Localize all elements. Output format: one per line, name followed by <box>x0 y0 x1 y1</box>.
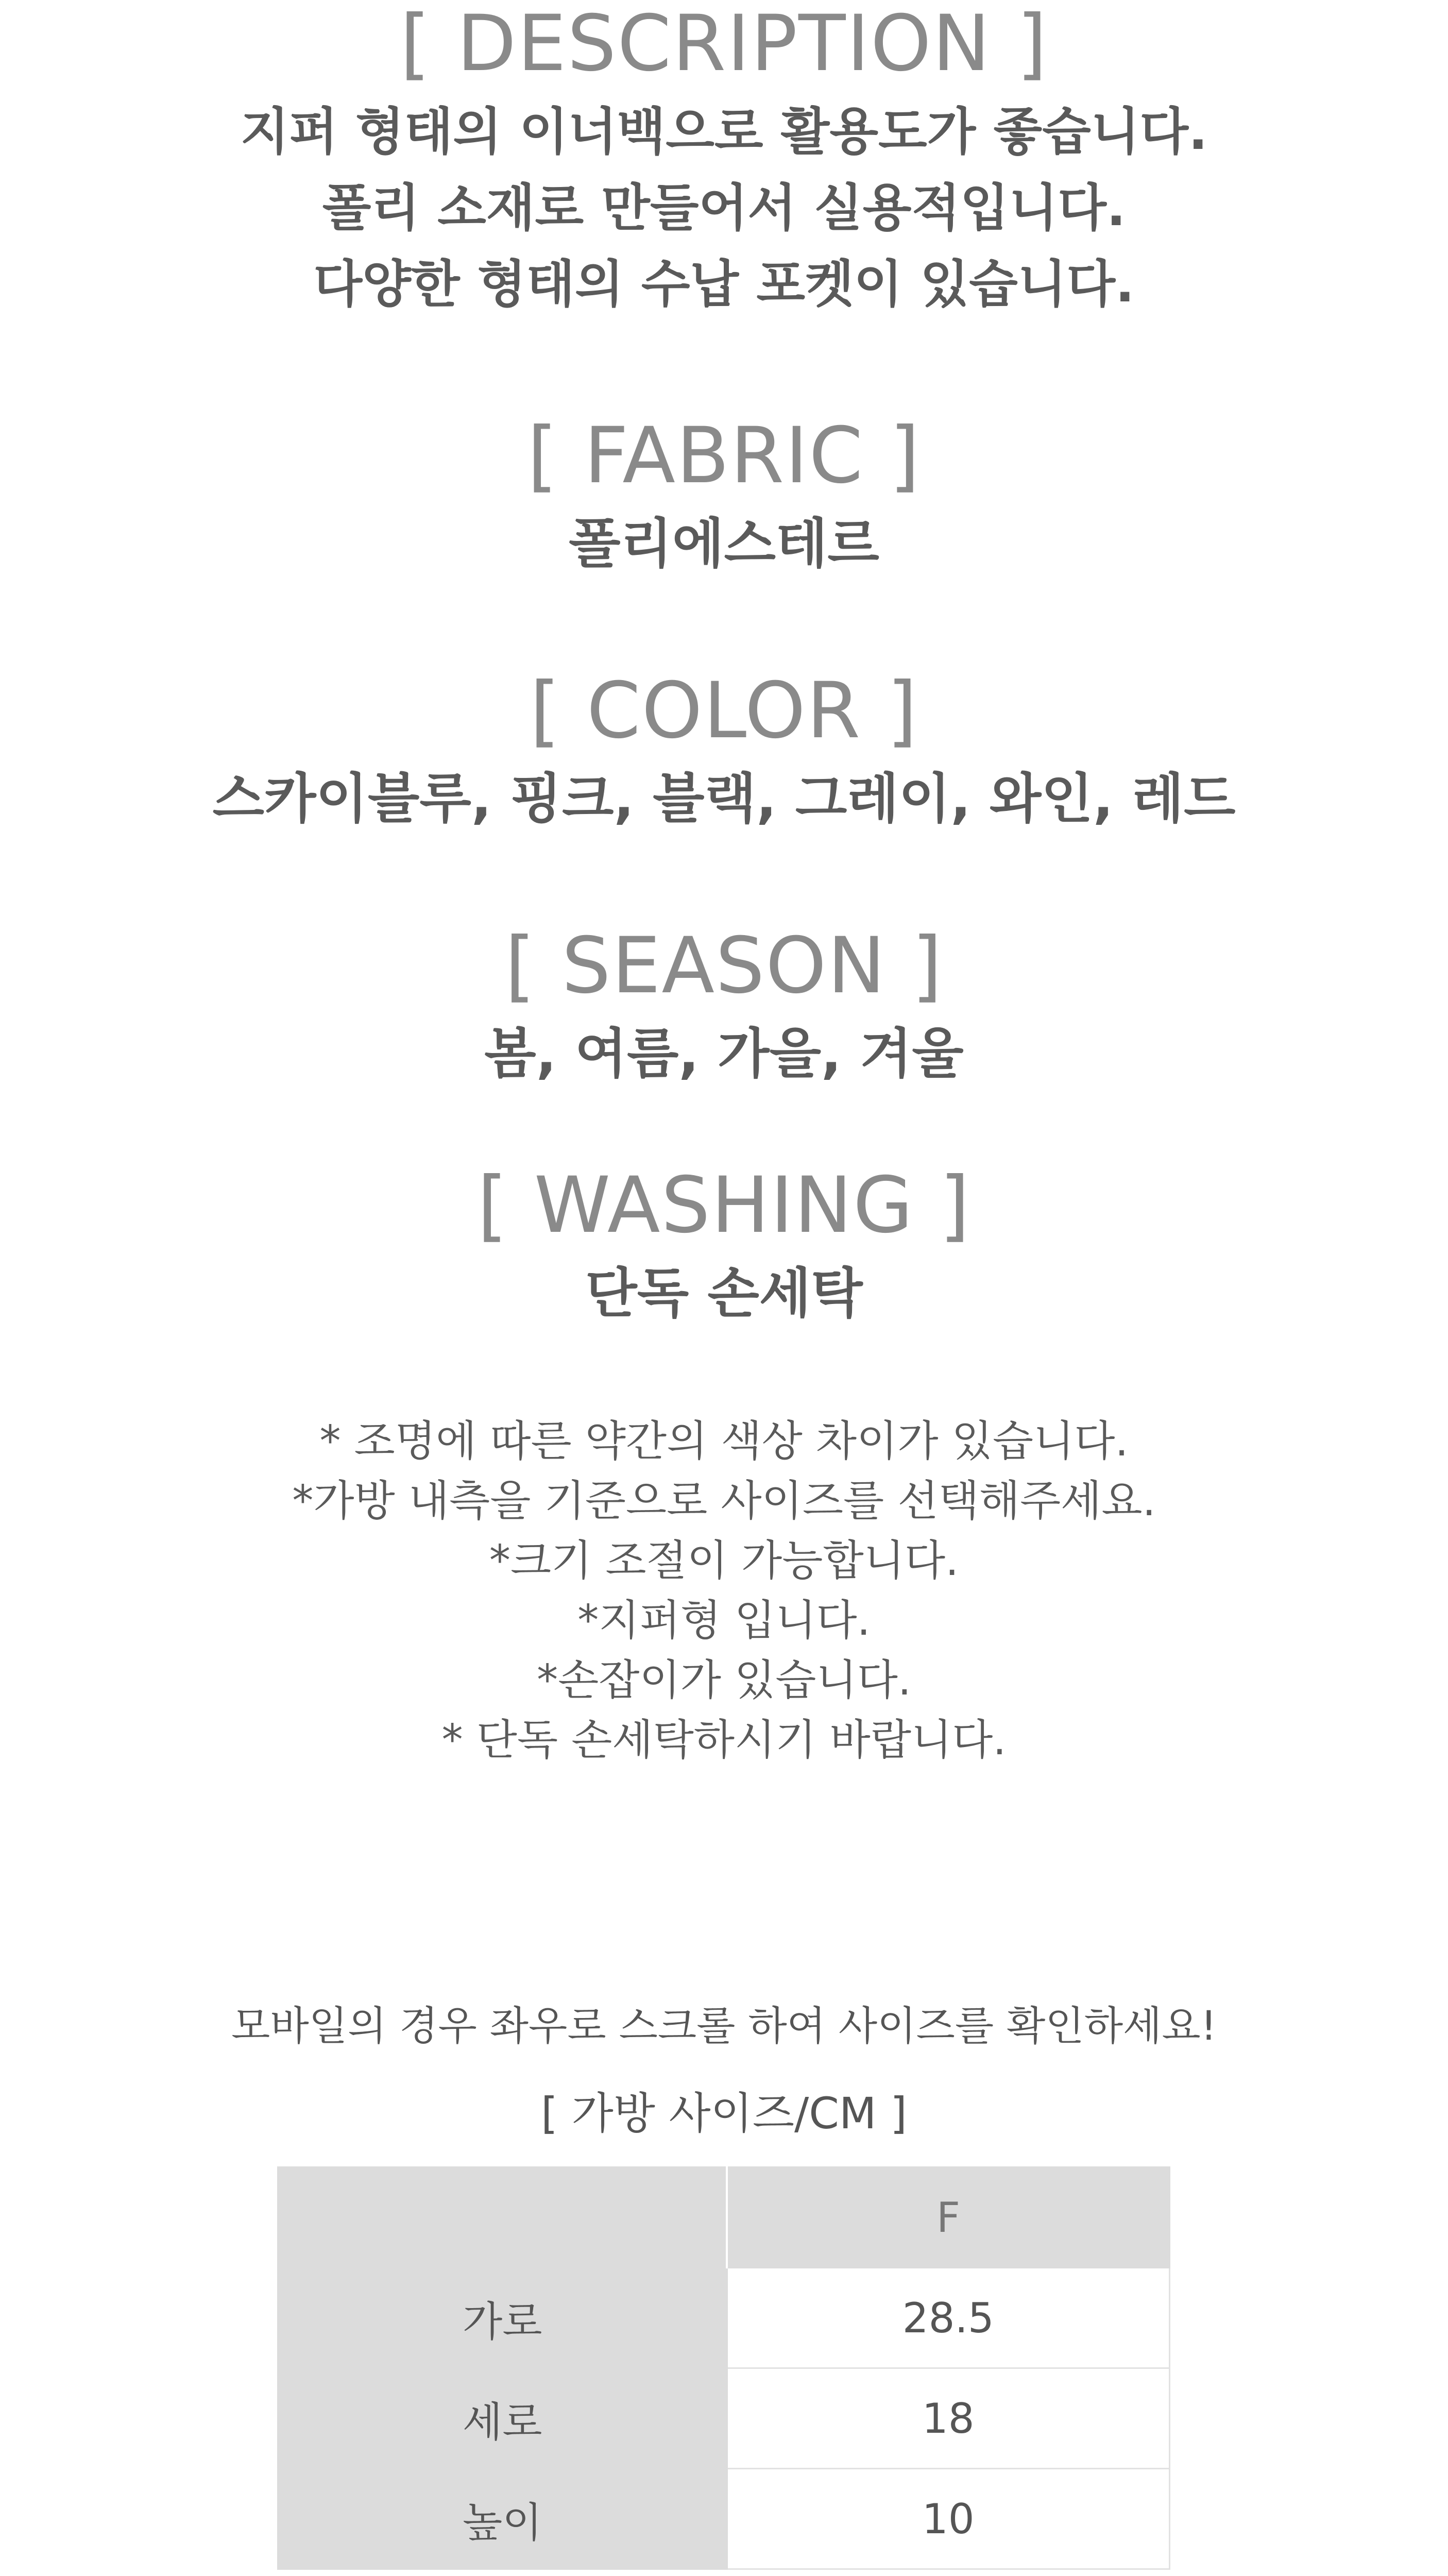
note-line: * 단독 손세탁하시기 바랍니다. <box>441 1716 1007 1765</box>
size-table-header-row <box>278 2167 1170 2268</box>
season-section <box>0 922 1448 1092</box>
washing-section <box>0 1162 1448 1332</box>
size-row-label: 세로 <box>278 2368 727 2469</box>
washing-header: [ WASHING ] <box>477 1161 971 1250</box>
description-section <box>0 0 1448 323</box>
table-row <box>278 2368 1170 2469</box>
color-section <box>0 667 1448 837</box>
size-column-header: F <box>727 2167 1170 2268</box>
description-line: 다양한 형태의 수납 포켓이 있습니다. <box>313 255 1135 314</box>
description-line: 폴리 소재로 만들어서 실용적입니다. <box>322 179 1126 238</box>
size-table-title: [ 가방 사이즈/CM ] <box>541 2088 907 2139</box>
description-header: [ DESCRIPTION ] <box>400 0 1048 89</box>
size-table-corner <box>278 2167 727 2268</box>
description-line: 지퍼 형태의 이너백으로 활용도가 좋습니다. <box>240 103 1208 161</box>
note-line: *가방 내측을 기준으로 사이즈를 선택해주세요. <box>292 1477 1156 1526</box>
fabric-section <box>0 412 1448 582</box>
note-line: *크기 조절이 가능합니다. <box>489 1536 959 1585</box>
note-line: * 조명에 따른 약간의 색상 차이가 있습니다. <box>319 1417 1129 1466</box>
size-row-label: 가로 <box>278 2268 727 2368</box>
mobile-scroll-note: 모바일의 경우 좌우로 스크롤 하여 사이즈를 확인하세요! <box>231 2003 1217 2049</box>
notes-list <box>0 1412 1448 1770</box>
color-header: [ COLOR ] <box>530 666 918 756</box>
color-text: 스카이블루, 핑크, 블랙, 그레이, 와인, 레드 <box>212 767 1236 830</box>
season-text: 봄, 여름, 가을, 겨울 <box>484 1022 964 1085</box>
note-line: *지퍼형 입니다. <box>577 1596 871 1645</box>
fabric-text: 폴리에스테르 <box>569 512 879 575</box>
size-row-label: 높이 <box>278 2469 727 2569</box>
size-row-value: 28.5 <box>727 2268 1170 2368</box>
fabric-header: [ FABRIC ] <box>527 411 921 501</box>
size-row-value: 10 <box>727 2469 1170 2569</box>
season-header: [ SEASON ] <box>505 921 943 1011</box>
size-row-value: 18 <box>727 2368 1170 2469</box>
washing-text: 단독 손세탁 <box>585 1262 863 1325</box>
table-row <box>278 2469 1170 2569</box>
size-table <box>277 2166 1170 2570</box>
table-row <box>278 2268 1170 2368</box>
note-line: *손잡이가 있습니다. <box>537 1656 911 1705</box>
